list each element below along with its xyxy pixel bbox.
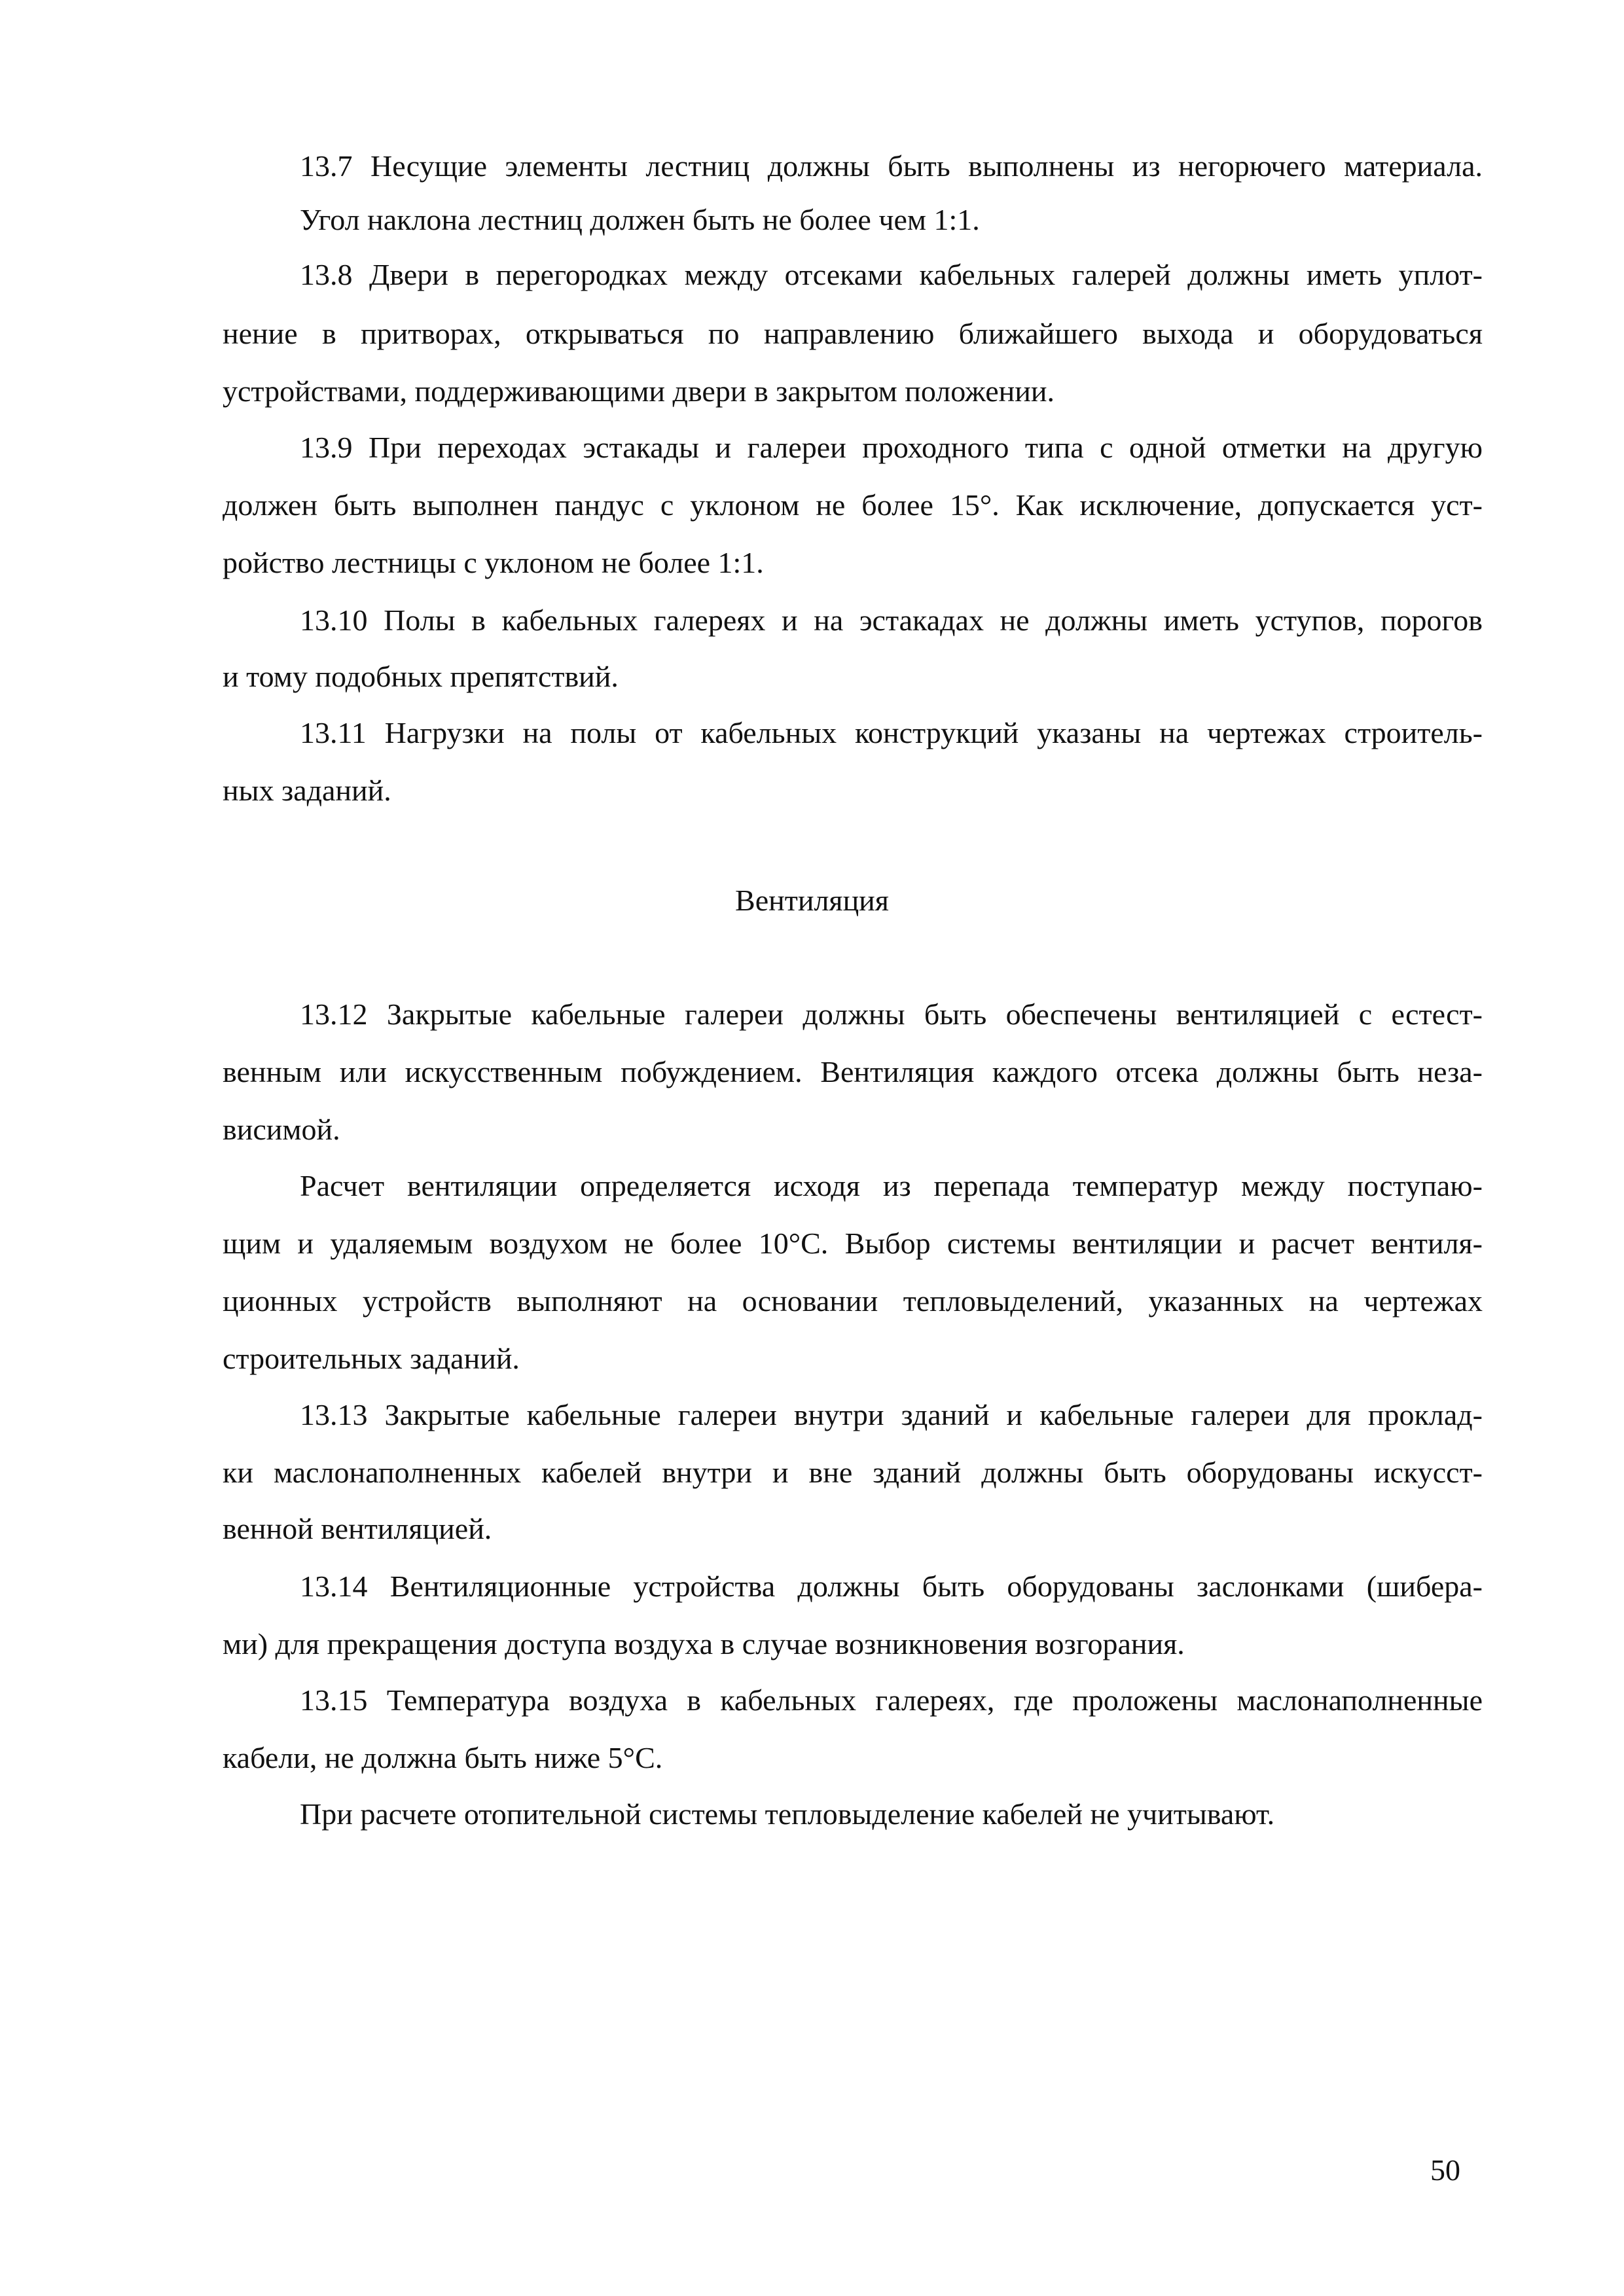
paragraph-13-7-line-2: Угол наклона лестниц должен быть не более чем 1:1. (300, 203, 980, 236)
paragraph-13-11-line-2: ных заданий. (223, 774, 391, 807)
paragraph-13-13-line-3: венной вентиляцией. (223, 1512, 492, 1545)
paragraph-13-8-line-1: 13.8 Двери в перегородках между отсеками кабельных галерей должны иметь уплот- (300, 258, 1483, 291)
paragraph-13-9-line-1: 13.9 При переходах эстакады и галереи проходного типа с одной отметки на другую (300, 431, 1483, 464)
paragraph-13-15-line-1: 13.15 Температура воздуха в кабельных галереях, где проложены маслонаполненные (300, 1683, 1483, 1717)
paragraph-13-12-line-3: висимой. (223, 1113, 340, 1146)
paragraph-13-14-line-1: 13.14 Вентиляционные устройства должны быть оборудованы заслонками (шибера- (300, 1570, 1483, 1603)
paragraph-13-11-line-1: 13.11 Нагрузки на полы от кабельных конструкций указаны на чертежах строитель- (300, 716, 1483, 749)
section-heading: Вентиляция (735, 884, 889, 917)
paragraph-13-14-line-2: ми) для прекращения доступа воздуха в случае возникновения возгорания. (223, 1627, 1185, 1660)
paragraph-13-12-line-2: венным или искусственным побуждением. Вентиляция каждого отсека должны быть неза- (223, 1055, 1483, 1088)
paragraph-13-9-line-2: должен быть выполнен пандус с уклоном не более 15°. Как исключение, допускается уст- (223, 488, 1483, 522)
paragraph-13-8-line-3: устройствами, поддерживающими двери в закрытом положении. (223, 374, 1055, 408)
paragraph-heating-line-1: При расчете отопительной системы тепловыделение кабелей не учитывают. (300, 1797, 1275, 1831)
paragraph-calc-line-1: Расчет вентиляции определяется исходя из перепада температур между поступаю- (300, 1169, 1483, 1202)
paragraph-13-9-line-3: ройство лестницы с уклоном не более 1:1. (223, 546, 764, 579)
paragraph-13-13-line-1: 13.13 Закрытые кабельные галереи внутри зданий и кабельные галереи для проклад- (300, 1398, 1483, 1431)
paragraph-13-12-line-1: 13.12 Закрытые кабельные галереи должны быть обеспечены вентиляцией с естест- (300, 997, 1483, 1031)
paragraph-13-10-line-2: и тому подобных препятствий. (223, 660, 619, 693)
page-number: 50 (1430, 2153, 1460, 2187)
paragraph-13-13-line-2: ки маслонаполненных кабелей внутри и вне зданий должны быть оборудованы искусст- (223, 1456, 1483, 1489)
paragraph-13-7-line-1: 13.7 Несущие элементы лестниц должны быть выполнены из негорючего материала. (300, 149, 1483, 183)
paragraph-calc-line-2: щим и удаляемым воздухом не более 10°С. Выбор системы вентиляции и расчет вентиля- (223, 1227, 1483, 1260)
paragraph-13-8-line-2: нение в притворах, открываться по направлению ближайшего выхода и оборудоваться (223, 317, 1483, 350)
paragraph-13-10-line-1: 13.10 Полы в кабельных галереях и на эстакадах не должны иметь уступов, порогов (300, 603, 1483, 637)
paragraph-calc-line-3: ционных устройств выполняют на основании тепловыделений, указанных на чертежах (223, 1284, 1483, 1318)
paragraph-calc-line-4: строительных заданий. (223, 1342, 520, 1375)
paragraph-13-15-line-2: кабели, не должна быть ниже 5°С. (223, 1741, 663, 1774)
